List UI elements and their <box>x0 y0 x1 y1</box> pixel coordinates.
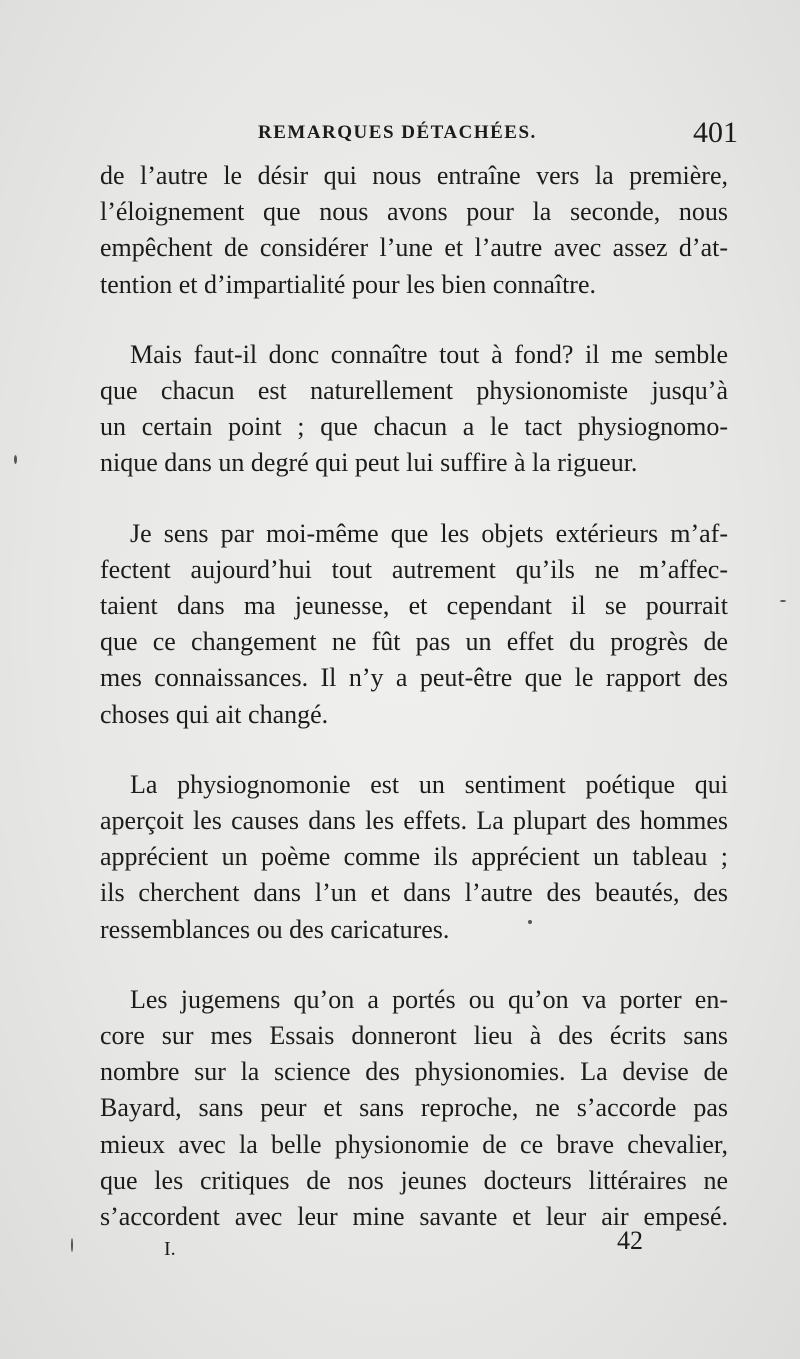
paragraph <box>100 982 728 1235</box>
paragraph <box>100 767 728 948</box>
paragraph <box>100 337 728 482</box>
ink-speck <box>71 1238 73 1252</box>
text-line: que les critiques de nos jeunes docteurs littéraires ne <box>100 1165 728 1195</box>
text-line: Les jugemens qu’on a portés ou qu’on va porter en- <box>130 984 728 1014</box>
text-line: taient dans ma jeunesse, et cependant il se pourrait <box>100 591 728 621</box>
gathering-number: 42 <box>617 1226 643 1255</box>
paragraph <box>100 516 728 733</box>
text-line: que ce changement ne fût pas un effet du progrès de <box>100 627 728 657</box>
text-line: ressemblances ou des caricatures. <box>100 914 450 944</box>
text-line: tention et d’impartialité pour les bien connaître. <box>100 269 597 299</box>
text-line: l’éloignement que nous avons pour la seconde, nous <box>100 197 728 227</box>
text-line: choses qui ait changé. <box>100 699 329 729</box>
paragraph <box>100 158 728 303</box>
text-line: un certain point ; que chacun a le tact physiognomo- <box>100 412 728 442</box>
text-line: s’accordent avec leur mine savante et leur air empesé. <box>100 1202 728 1232</box>
text-line: nombre sur la science des physionomies. La devise de <box>100 1057 728 1087</box>
text-line: aperçoit les causes dans les effets. La plupart des hommes <box>100 806 728 836</box>
signature-mark: I. <box>164 1238 176 1260</box>
ink-speck <box>780 600 786 602</box>
text-line: fectent aujourd’hui tout autrement qu’ils ne m’affec- <box>100 554 728 584</box>
text-line: nique dans un degré qui peut lui suffire à la rigueur. <box>100 448 638 478</box>
text-line: de l’autre le désir qui nous entraîne vers la première, <box>100 161 728 190</box>
body-text <box>100 158 728 1235</box>
page-header <box>100 116 740 160</box>
text-line: mes connaissances. Il n’y a peut-être que le rapport des <box>100 663 728 693</box>
page-number: 401 <box>693 116 738 149</box>
ink-speck <box>14 455 17 464</box>
text-line: mieux avec la belle physionomie de ce brave chevalier, <box>100 1129 728 1159</box>
text-line: empêchent de considérer l’une et l’autre avec assez d’at- <box>100 233 728 263</box>
text-line: apprécient un poème comme ils apprécient un tableau ; <box>100 842 728 872</box>
ink-speck <box>528 920 532 924</box>
text-line: La physiognomonie est un sentiment poétique qui <box>130 769 728 799</box>
text-line: ils cherchent dans l’un et dans l’autre des beautés, des <box>100 878 728 908</box>
running-head: REMARQUES DÉTACHÉES. <box>258 122 537 143</box>
text-line: que chacun est naturellement physionomiste jusqu’à <box>100 376 728 406</box>
text-line: core sur mes Essais donneront lieu à des écrits sans <box>100 1021 728 1051</box>
text-line: Bayard, sans peur et sans reproche, ne s’accorde pas <box>100 1093 728 1123</box>
text-line: Je sens par moi-même que les objets extérieurs m’af- <box>130 518 728 548</box>
text-line: Mais faut-il donc connaître tout à fond? il me semble <box>130 339 728 369</box>
page-footer <box>100 1226 728 1268</box>
